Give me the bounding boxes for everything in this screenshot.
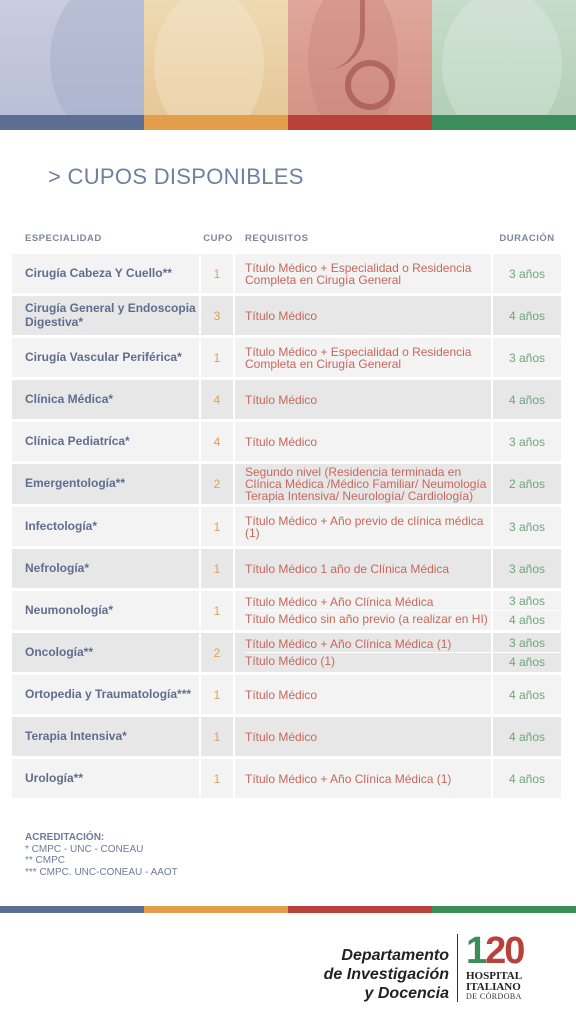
hospital-logo — [466, 932, 536, 1002]
requisito-text: Título Médico (1) — [245, 652, 491, 669]
table-row — [12, 759, 561, 798]
requisitos-cell — [235, 717, 493, 756]
duracion-text: 4 años — [508, 392, 546, 407]
duracion-cell — [493, 717, 561, 756]
duracion-text: 4 años — [508, 771, 546, 786]
requisito-text: Título Médico — [245, 687, 318, 702]
hero-segment-green — [432, 0, 576, 115]
logo-city: DE CÓRDOBA — [466, 992, 522, 1001]
acreditacion-line: ** CMPC — [25, 855, 66, 866]
color-stripe-bottom — [0, 906, 576, 913]
requisitos-cell — [235, 675, 493, 714]
requisito-text: Título Médico — [245, 308, 318, 323]
duracion-cell — [493, 675, 561, 714]
footer-divider — [457, 934, 458, 1002]
especialidad-cell: Clínica Médica* — [12, 380, 201, 419]
requisito-text: Segundo nivel (Residencia terminada en Clínica Médica /Médico Familiar/ Neumología Terapia Intensiva/ Neurología/ Cardiología) — [245, 465, 487, 503]
duracion-cell — [493, 633, 561, 672]
cupo-cell: 1 — [201, 507, 235, 546]
requisito-text: Título Médico + Año Clínica Médica — [245, 595, 434, 609]
requisito-text: Título Médico 1 año de Clínica Médica — [245, 561, 450, 576]
duracion-cell — [493, 591, 561, 630]
requisitos-cell — [235, 338, 493, 377]
duracion-cell — [493, 549, 561, 588]
duracion-text: 3 años — [508, 350, 546, 365]
cupos-table — [12, 228, 561, 801]
cupo-cell: 1 — [201, 338, 235, 377]
especialidad-cell: Infectología* — [12, 507, 201, 546]
cupo-cell: 2 — [201, 464, 235, 504]
duracion-text: 2 años — [508, 477, 546, 491]
acreditacion-block — [25, 832, 178, 878]
requisito-text: Título Médico sin año previo (a realizar en HI) — [245, 610, 491, 627]
department-line: y Docencia — [364, 985, 449, 1002]
duracion-cell — [493, 296, 561, 335]
requisito-text: Título Médico — [245, 729, 318, 744]
requisitos-cell — [235, 296, 493, 335]
table-row — [12, 464, 561, 504]
especialidad-cell: Cirugía Cabeza Y Cuello** — [12, 254, 201, 293]
cupo-cell: 1 — [201, 759, 235, 798]
logo-name-line: HOSPITAL — [466, 970, 523, 982]
cupo-cell: 2 — [201, 633, 235, 672]
table-row — [12, 717, 561, 756]
especialidad-cell: Emergentología** — [12, 464, 201, 504]
especialidad-cell: Urología** — [12, 759, 201, 798]
section-title: > CUPOS DISPONIBLES — [48, 164, 304, 189]
especialidad-cell: Cirugía General y Endoscopia Digestiva* — [12, 296, 201, 335]
color-stripe-top — [0, 115, 576, 130]
requisitos-cell — [235, 422, 493, 461]
header-requisitos: REQUISITOS — [245, 233, 309, 244]
especialidad-cell: Neumonología* — [12, 591, 201, 630]
table-row — [12, 633, 561, 672]
requisitos-cell — [235, 254, 493, 293]
duracion-cell — [493, 338, 561, 377]
acreditacion-heading: ACREDITACIÓN: — [25, 832, 105, 843]
duracion-text: 4 años — [508, 308, 546, 323]
requisito-text: Título Médico + Año Clínica Médica (1) — [245, 637, 452, 651]
duracion-text: 4 años — [493, 652, 561, 671]
especialidad-cell: Terapia Intensiva* — [12, 717, 201, 756]
requisitos-cell — [235, 591, 493, 630]
table-row — [12, 422, 561, 461]
requisitos-cell — [235, 464, 493, 504]
especialidad-cell: Clínica Pediatríca* — [12, 422, 201, 461]
requisito-text: Título Médico — [245, 434, 318, 449]
duracion-text: 4 años — [508, 729, 546, 744]
department-line: Departamento — [341, 947, 449, 964]
header-cupo: CUPO — [203, 233, 233, 244]
acreditacion-line: *** CMPC. UNC-CONEAU - AAOT — [25, 866, 178, 878]
cupo-cell: 1 — [201, 675, 235, 714]
cupo-cell: 1 — [201, 717, 235, 756]
acreditacion-line: * CMPC - UNC - CONEAU — [25, 843, 144, 855]
table-row — [12, 675, 561, 714]
duracion-text: 3 años — [508, 594, 546, 608]
duracion-cell — [493, 759, 561, 798]
duracion-text: 3 años — [508, 519, 546, 534]
header-especialidad: ESPECIALIDAD — [25, 233, 102, 244]
duracion-cell — [493, 422, 561, 461]
hero-photo-banner — [0, 0, 576, 115]
table-row — [12, 591, 561, 630]
especialidad-cell: Cirugía Vascular Periférica* — [12, 338, 201, 377]
table-header-row — [12, 231, 561, 251]
duracion-text: 3 años — [508, 636, 546, 650]
cupo-cell: 4 — [201, 422, 235, 461]
duracion-text: 4 años — [508, 687, 546, 702]
header-duracion: DURACIÓN — [499, 233, 555, 244]
requisito-text: Título Médico + Especialidad o Residencia Completa en Cirugía General — [245, 260, 472, 287]
requisitos-cell — [235, 759, 493, 798]
logo-name-line: ITALIANO — [466, 981, 521, 993]
cupo-cell: 1 — [201, 549, 235, 588]
duracion-cell — [493, 464, 561, 504]
hero-segment-blue — [0, 0, 144, 115]
especialidad-cell: Nefrología* — [12, 549, 201, 588]
requisitos-cell — [235, 507, 493, 546]
requisito-text: Título Médico + Año previo de clínica médica (1) — [245, 513, 484, 540]
table-row — [12, 338, 561, 377]
requisito-text: Título Médico + Especialidad o Residencia Completa en Cirugía General — [245, 344, 472, 371]
especialidad-cell: Oncología** — [12, 633, 201, 672]
logo-120-mark: 120 — [466, 930, 524, 972]
cupo-cell: 3 — [201, 296, 235, 335]
stethoscope-icon — [345, 60, 395, 110]
cupo-cell: 1 — [201, 591, 235, 630]
cupo-cell: 1 — [201, 254, 235, 293]
department-line: de Investigación — [323, 966, 449, 983]
requisitos-cell — [235, 380, 493, 419]
duracion-cell — [493, 380, 561, 419]
requisito-text: Título Médico + Año Clínica Médica (1) — [245, 771, 452, 786]
table-row — [12, 549, 561, 588]
especialidad-cell: Ortopedia y Traumatología*** — [12, 675, 201, 714]
requisitos-cell — [235, 633, 493, 672]
duracion-text: 3 años — [508, 434, 546, 449]
table-row — [12, 254, 561, 293]
table-row — [12, 507, 561, 546]
table-row — [12, 296, 561, 335]
requisito-text: Título Médico — [245, 392, 318, 407]
department-name — [324, 946, 449, 1003]
requisitos-cell — [235, 549, 493, 588]
duracion-text: 3 años — [508, 561, 546, 576]
duracion-text: 4 años — [493, 610, 561, 629]
duracion-cell — [493, 254, 561, 293]
hero-segment-orange — [144, 0, 288, 115]
table-row — [12, 380, 561, 419]
duracion-text: 3 años — [508, 266, 546, 281]
duracion-cell — [493, 507, 561, 546]
cupo-cell: 4 — [201, 380, 235, 419]
